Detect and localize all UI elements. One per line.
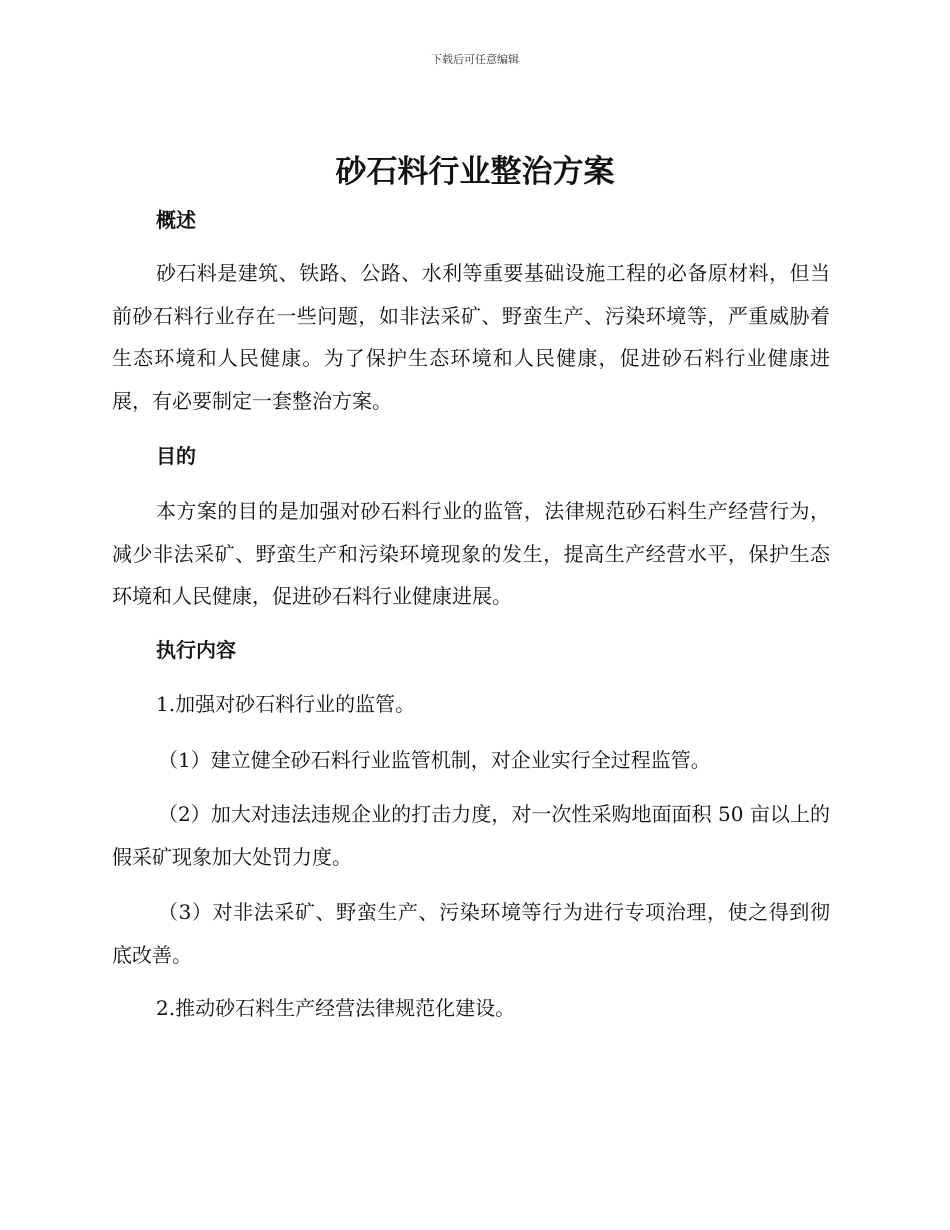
execution-subitem-1: （1）建立健全砂石料行业监管机制，对企业实行全过程监管。	[158, 748, 711, 772]
purpose-paragraph: 本方案的目的是加强对砂石料行业的监管，法律规范砂石料生产经营行为，减少非法采矿、野蛮生产和污染环境现象的发生，提高生产经营水平，保护生态环境和人民健康，促进砂石料行业健康进展。	[112, 499, 830, 608]
section-heading-overview: 概述	[156, 208, 196, 232]
execution-item-2: 2.推动砂石料生产经营法律规范化建设。	[156, 996, 516, 1020]
section-heading-purpose: 目的	[156, 444, 196, 468]
execution-item-1: 1.加强对砂石料行业的监管。	[156, 692, 416, 716]
execution-subitem-2: （2）加大对违法违规企业的打击力度，对一次性采购地面面积 50 亩以上的假采矿现象加大处罚力度。	[112, 802, 830, 869]
execution-subitem-3: （3）对非法采矿、野蛮生产、污染环境等行为进行专项治理，使之得到彻底改善。	[112, 900, 830, 967]
page-header: 下载后可任意编辑	[431, 53, 519, 66]
document-title: 砂石料行业整治方案	[335, 154, 615, 190]
overview-paragraph: 砂石料是建筑、铁路、公路、水利等重要基础设施工程的必备原材料，但当前砂石料行业存在一些问题，如非法采矿、野蛮生产、污染环境等，严重威胁着生态环境和人民健康。为了保护生态环境和人民健康，促进砂石料行业健康进展，有必要制定一套整治方案。	[112, 261, 830, 413]
section-heading-execution: 执行内容	[156, 638, 236, 662]
